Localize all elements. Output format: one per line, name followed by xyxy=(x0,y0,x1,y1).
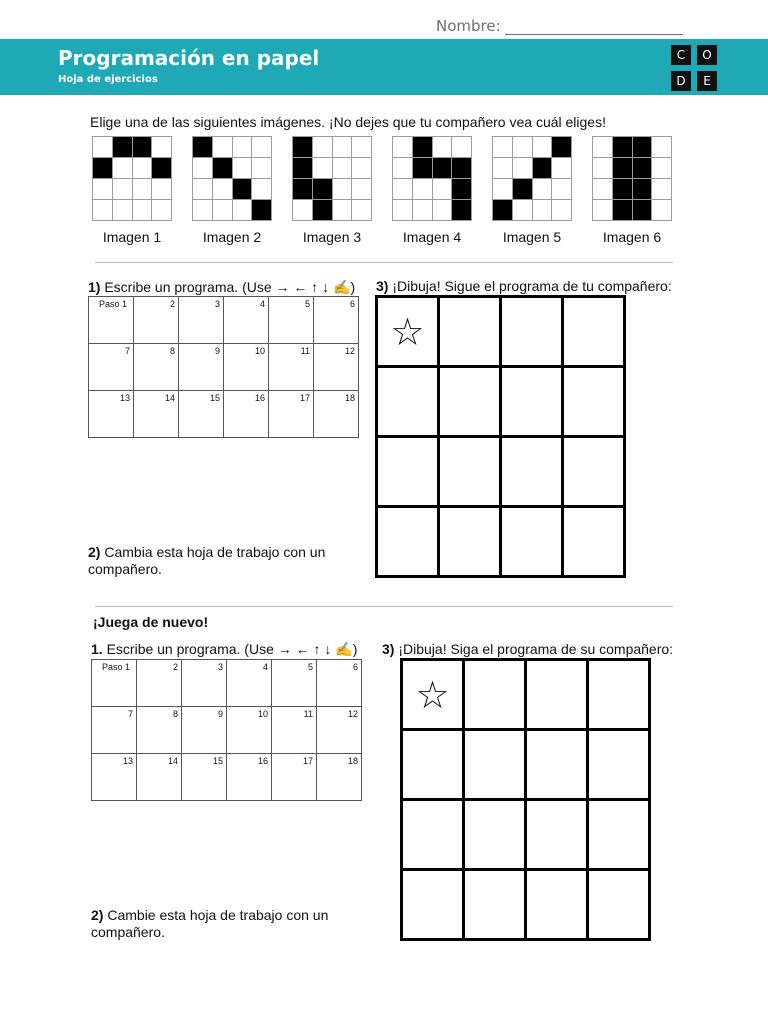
empty-cell xyxy=(193,200,213,221)
empty-cell xyxy=(352,179,372,200)
program-step-cell[interactable]: 12 xyxy=(314,344,359,391)
empty-cell xyxy=(352,158,372,179)
empty-cell xyxy=(93,179,113,200)
image-option-5 xyxy=(492,136,572,245)
drawing-cell[interactable] xyxy=(563,297,625,367)
program-step-cell[interactable]: 11 xyxy=(269,344,314,391)
pixel-grid xyxy=(392,136,472,221)
step1-instruction xyxy=(88,279,355,296)
empty-cell xyxy=(593,137,613,158)
program-step-cell[interactable]: 5 xyxy=(269,297,314,344)
filled-cell xyxy=(632,179,652,200)
divider xyxy=(95,606,673,607)
empty-cell xyxy=(232,158,252,179)
drawing-cell[interactable] xyxy=(588,800,650,870)
divider xyxy=(95,262,673,263)
filled-cell xyxy=(452,200,472,221)
empty-cell xyxy=(393,137,413,158)
empty-cell xyxy=(493,158,513,179)
filled-cell xyxy=(432,158,452,179)
drawing-cell[interactable] xyxy=(588,730,650,800)
image-label: Imagen 4 xyxy=(402,229,462,245)
drawing-cell[interactable] xyxy=(588,870,650,940)
empty-cell xyxy=(332,137,352,158)
program-step-cell[interactable]: 2 xyxy=(134,297,179,344)
empty-cell xyxy=(212,137,232,158)
drawing-grid xyxy=(375,295,626,578)
step-text: Cambie esta hoja de trabajo con un compañero. xyxy=(91,907,329,940)
empty-cell xyxy=(552,158,572,179)
empty-cell xyxy=(252,137,272,158)
empty-cell xyxy=(512,137,532,158)
empty-cell xyxy=(493,179,513,200)
empty-cell xyxy=(352,200,372,221)
program-step-cell[interactable]: 16 xyxy=(224,391,269,438)
empty-cell xyxy=(652,200,672,221)
filled-cell xyxy=(632,137,652,158)
program-step-cell[interactable]: 16 xyxy=(227,754,272,801)
empty-cell xyxy=(132,200,152,221)
drawing-cell[interactable] xyxy=(439,297,501,367)
filled-cell xyxy=(632,158,652,179)
step2-instruction xyxy=(88,544,358,578)
step-text: Escribe un programa. (Use → ← ↑ ↓ ✍) xyxy=(100,279,356,295)
drawing-cell[interactable] xyxy=(526,730,588,800)
drawing-cell[interactable] xyxy=(501,297,563,367)
logo-letter-d: D xyxy=(671,71,691,91)
drawing-cell[interactable] xyxy=(464,660,526,730)
program-step-cell[interactable]: 15 xyxy=(179,391,224,438)
program-step-cell[interactable]: 3 xyxy=(179,297,224,344)
empty-cell xyxy=(152,137,172,158)
drawing-cell[interactable] xyxy=(377,297,439,367)
filled-cell xyxy=(312,179,332,200)
drawing-cell[interactable] xyxy=(563,507,625,577)
empty-cell xyxy=(193,179,213,200)
step-text: ¡Dibuja! Siga el programa de su compañero: xyxy=(394,641,674,657)
filled-cell xyxy=(452,158,472,179)
filled-cell xyxy=(293,158,313,179)
empty-cell xyxy=(493,137,513,158)
drawing-cell[interactable] xyxy=(501,367,563,437)
empty-cell xyxy=(593,179,613,200)
empty-cell xyxy=(132,158,152,179)
filled-cell xyxy=(193,137,213,158)
empty-cell xyxy=(93,200,113,221)
empty-cell xyxy=(532,137,552,158)
step1-instruction xyxy=(91,641,357,658)
filled-cell xyxy=(552,137,572,158)
empty-cell xyxy=(152,200,172,221)
image-option-2 xyxy=(192,136,272,245)
empty-cell xyxy=(112,179,132,200)
page-subtitle: Hoja de ejercicios xyxy=(58,74,158,85)
step-number: 1. xyxy=(91,641,103,657)
drawing-cell[interactable] xyxy=(402,660,464,730)
pixel-grid xyxy=(92,136,172,221)
drawing-cell[interactable] xyxy=(588,660,650,730)
step-text: Cambia esta hoja de trabajo con un compañero. xyxy=(88,544,326,577)
program-grid xyxy=(91,659,362,801)
image-label: Imagen 5 xyxy=(502,229,562,245)
drawing-cell[interactable] xyxy=(501,507,563,577)
empty-cell xyxy=(252,158,272,179)
empty-cell xyxy=(132,179,152,200)
drawing-cell[interactable] xyxy=(526,870,588,940)
filled-cell xyxy=(412,158,432,179)
drawing-cell[interactable] xyxy=(402,730,464,800)
filled-cell xyxy=(612,158,632,179)
empty-cell xyxy=(512,200,532,221)
empty-cell xyxy=(593,158,613,179)
filled-cell xyxy=(252,200,272,221)
filled-cell xyxy=(132,137,152,158)
empty-cell xyxy=(412,179,432,200)
drawing-cell[interactable] xyxy=(464,800,526,870)
empty-cell xyxy=(412,200,432,221)
name-label: Nombre: xyxy=(436,17,501,35)
empty-cell xyxy=(212,200,232,221)
empty-cell xyxy=(652,158,672,179)
drawing-cell[interactable] xyxy=(439,437,501,507)
drawing-cell[interactable] xyxy=(501,437,563,507)
drawing-cell[interactable] xyxy=(439,367,501,437)
program-step-cell[interactable]: 5 xyxy=(272,660,317,707)
name-underline[interactable] xyxy=(505,21,683,35)
step-text: Escribe un programa. (Use → ← ↑ ↓ ✍) xyxy=(102,641,358,657)
empty-cell xyxy=(312,158,332,179)
filled-cell xyxy=(93,158,113,179)
logo-letter-e: E xyxy=(697,71,717,91)
drawing-cell[interactable] xyxy=(377,507,439,577)
empty-cell xyxy=(332,158,352,179)
drawing-cell[interactable] xyxy=(464,870,526,940)
empty-cell xyxy=(352,137,372,158)
program-step-cell[interactable]: 4 xyxy=(227,660,272,707)
empty-cell xyxy=(332,179,352,200)
play-again-heading: ¡Juega de nuevo! xyxy=(93,614,209,630)
empty-cell xyxy=(393,179,413,200)
program-step-cell[interactable]: 13 xyxy=(89,391,134,438)
image-label: Imagen 3 xyxy=(302,229,362,245)
program-step-cell[interactable]: 11 xyxy=(272,707,317,754)
empty-cell xyxy=(552,179,572,200)
header-banner xyxy=(0,39,768,95)
empty-cell xyxy=(112,200,132,221)
step-number: 2) xyxy=(91,907,104,923)
empty-cell xyxy=(232,200,252,221)
filled-cell xyxy=(632,200,652,221)
program-step-cell[interactable]: 14 xyxy=(134,391,179,438)
choose-image-instruction: Elige una de las siguientes imágenes. ¡No dejes que tu compañero vea cuál eliges! xyxy=(90,114,606,130)
drawing-cell[interactable] xyxy=(402,870,464,940)
image-label: Imagen 6 xyxy=(602,229,662,245)
drawing-cell[interactable] xyxy=(377,367,439,437)
step-number: 1) xyxy=(88,279,101,295)
logo-letter-c: C xyxy=(671,45,691,65)
program-step-cell[interactable]: 17 xyxy=(272,754,317,801)
image-option-6 xyxy=(592,136,672,245)
filled-cell xyxy=(293,179,313,200)
filled-cell xyxy=(232,179,252,200)
program-grid xyxy=(88,296,359,438)
program-step-cell[interactable]: 4 xyxy=(224,297,269,344)
empty-cell xyxy=(252,179,272,200)
filled-cell xyxy=(532,158,552,179)
code-logo xyxy=(671,45,717,91)
program-step-cell[interactable]: 8 xyxy=(137,707,182,754)
empty-cell xyxy=(312,137,332,158)
empty-cell xyxy=(332,200,352,221)
empty-cell xyxy=(393,158,413,179)
program-step-cell[interactable]: 7 xyxy=(92,707,137,754)
empty-cell xyxy=(532,179,552,200)
empty-cell xyxy=(432,137,452,158)
program-step-cell[interactable]: 3 xyxy=(182,660,227,707)
step3-instruction xyxy=(376,278,672,295)
program-step-cell[interactable]: 12 xyxy=(317,707,362,754)
filled-cell xyxy=(412,137,432,158)
drawing-cell[interactable] xyxy=(526,660,588,730)
empty-cell xyxy=(652,137,672,158)
program-step-cell[interactable]: Paso 1 xyxy=(92,660,137,707)
empty-cell xyxy=(432,200,452,221)
empty-cell xyxy=(193,158,213,179)
logo-letter-o: O xyxy=(697,45,717,65)
drawing-cell[interactable] xyxy=(464,730,526,800)
step-number: 3) xyxy=(376,278,389,294)
filled-cell xyxy=(612,137,632,158)
drawing-cell[interactable] xyxy=(402,800,464,870)
empty-cell xyxy=(93,137,113,158)
filled-cell xyxy=(112,137,132,158)
filled-cell xyxy=(293,137,313,158)
program-step-cell[interactable]: 9 xyxy=(179,344,224,391)
drawing-cell[interactable] xyxy=(377,437,439,507)
step2-instruction xyxy=(91,907,361,941)
empty-cell xyxy=(593,200,613,221)
program-step-cell[interactable]: 18 xyxy=(317,754,362,801)
step-number: 3) xyxy=(382,641,395,657)
drawing-grid xyxy=(400,658,651,941)
filled-cell xyxy=(152,158,172,179)
program-step-cell[interactable]: 6 xyxy=(314,297,359,344)
program-step-cell[interactable]: 15 xyxy=(182,754,227,801)
program-step-cell[interactable]: 10 xyxy=(227,707,272,754)
image-label: Imagen 2 xyxy=(202,229,262,245)
step-text: ¡Dibuja! Sigue el programa de tu compañero: xyxy=(388,278,672,294)
drawing-cell[interactable] xyxy=(563,367,625,437)
star-icon: ☆ xyxy=(390,309,425,354)
star-icon: ☆ xyxy=(415,672,450,717)
empty-cell xyxy=(152,179,172,200)
program-step-cell[interactable]: 7 xyxy=(89,344,134,391)
empty-cell xyxy=(293,200,313,221)
filled-cell xyxy=(612,200,632,221)
program-step-cell[interactable]: Paso 1 xyxy=(89,297,134,344)
program-step-cell[interactable]: 17 xyxy=(269,391,314,438)
program-step-cell[interactable]: 6 xyxy=(317,660,362,707)
empty-cell xyxy=(652,179,672,200)
empty-cell xyxy=(552,200,572,221)
empty-cell xyxy=(532,200,552,221)
image-option-4 xyxy=(392,136,472,245)
empty-cell xyxy=(393,200,413,221)
filled-cell xyxy=(452,179,472,200)
drawing-cell[interactable] xyxy=(563,437,625,507)
image-option-3 xyxy=(292,136,372,245)
empty-cell xyxy=(112,158,132,179)
empty-cell xyxy=(432,179,452,200)
program-step-cell[interactable]: 14 xyxy=(137,754,182,801)
empty-cell xyxy=(232,137,252,158)
filled-cell xyxy=(312,200,332,221)
pixel-grid xyxy=(192,136,272,221)
pixel-grid xyxy=(592,136,672,221)
pixel-grid xyxy=(492,136,572,221)
filled-cell xyxy=(493,200,513,221)
program-step-cell[interactable]: 10 xyxy=(224,344,269,391)
empty-cell xyxy=(512,158,532,179)
program-step-cell[interactable]: 13 xyxy=(92,754,137,801)
page-title: Programación en papel xyxy=(58,46,320,70)
name-field[interactable] xyxy=(436,17,683,35)
pixel-grid xyxy=(292,136,372,221)
image-label: Imagen 1 xyxy=(102,229,162,245)
filled-cell xyxy=(612,179,632,200)
program-step-cell[interactable]: 9 xyxy=(182,707,227,754)
step3-instruction xyxy=(382,641,673,658)
drawing-cell[interactable] xyxy=(439,507,501,577)
filled-cell xyxy=(512,179,532,200)
empty-cell xyxy=(212,179,232,200)
program-step-cell[interactable]: 2 xyxy=(137,660,182,707)
step-number: 2) xyxy=(88,544,101,560)
image-option-1 xyxy=(92,136,172,245)
empty-cell xyxy=(452,137,472,158)
drawing-cell[interactable] xyxy=(526,800,588,870)
program-step-cell[interactable]: 8 xyxy=(134,344,179,391)
filled-cell xyxy=(212,158,232,179)
program-step-cell[interactable]: 18 xyxy=(314,391,359,438)
